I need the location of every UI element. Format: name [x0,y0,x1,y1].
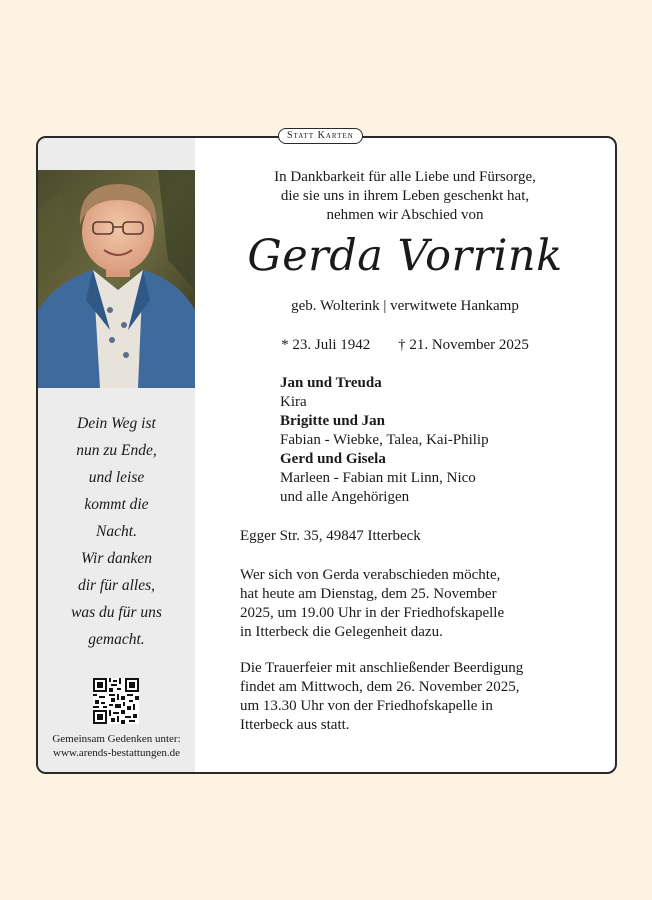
quote-line: Nacht. [96,523,137,540]
address: Egger Str. 35, 49847 Itterbeck [240,528,421,544]
obituary-card [36,136,617,774]
paragraph-line: Die Trauerfeier mit anschließender Beerdigung [240,660,524,676]
birth-names: geb. Wolterink | verwitwete Hankamp [291,298,519,314]
paragraph-line: um 13.30 Uhr von der Friedhofskapelle in [240,698,493,714]
portrait-photo [38,170,195,388]
quote-line: dir für alles, [77,577,156,594]
family-group-name: Brigitte und Jan [280,413,386,429]
paragraph-line: 2025, um 19.00 Uhr in der Friedhofskapelle [240,605,505,621]
paragraph-line: in Itterbeck die Gelegenheit dazu. [240,624,443,640]
quote-line: was du für uns [71,604,162,621]
quote-line: Wir danken [80,550,153,567]
family-members: Kira [280,394,307,410]
intro-line: die sie uns in ihrem Leben geschenkt hat, [280,188,530,204]
family-members: Fabian - Wiebke, Talea, Kai-Philip [280,432,489,448]
paragraph-line: Itterbeck aus statt. [240,717,350,733]
family-members: und alle Angehörigen [280,489,410,505]
intro-line: In Dankbarkeit für alle Liebe und Fürsorge, [274,169,536,185]
intro-line: nehmen wir Abschied von [326,207,484,223]
online-memorial-note [38,732,195,760]
gedenken-label: Gemeinsam Gedenken unter: [52,733,181,745]
life-dates [195,337,615,354]
intro-text [195,168,615,225]
quote-line: nun zu Ende, [76,442,157,459]
farewell-paragraph [240,566,504,642]
memorial-quote [38,410,195,653]
quote-line: Dein Weg ist [77,415,156,432]
paragraph-line: Wer sich von Gerda verabschieden möchte, [240,567,501,583]
birth-date: * 23. Juli 1942 [281,337,371,353]
paragraph-line: hat heute am Dienstag, dem 25. November [240,586,497,602]
statt-karten-badge: Statt Karten [278,128,363,144]
quote-line: gemacht. [88,631,145,648]
gedenken-url[interactable]: www.arends-bestattungen.de [53,747,180,759]
qr-code-icon[interactable] [93,678,139,724]
family-group-name: Gerd und Gisela [280,451,386,467]
funeral-paragraph [240,659,523,735]
quote-line: und leise [88,469,145,486]
quote-line: kommt die [84,496,149,513]
paragraph-line: findet am Mittwoch, dem 26. November 2025, [240,679,520,695]
deceased-name: Gerda Vorrink [247,231,563,281]
family-list [280,374,489,507]
sidebar [38,138,195,772]
family-group-name: Jan und Treuda [280,375,382,391]
family-members: Marleen - Fabian mit Linn, Nico [280,470,476,486]
main-content [195,138,615,772]
death-date: † 21. November 2025 [398,337,529,353]
